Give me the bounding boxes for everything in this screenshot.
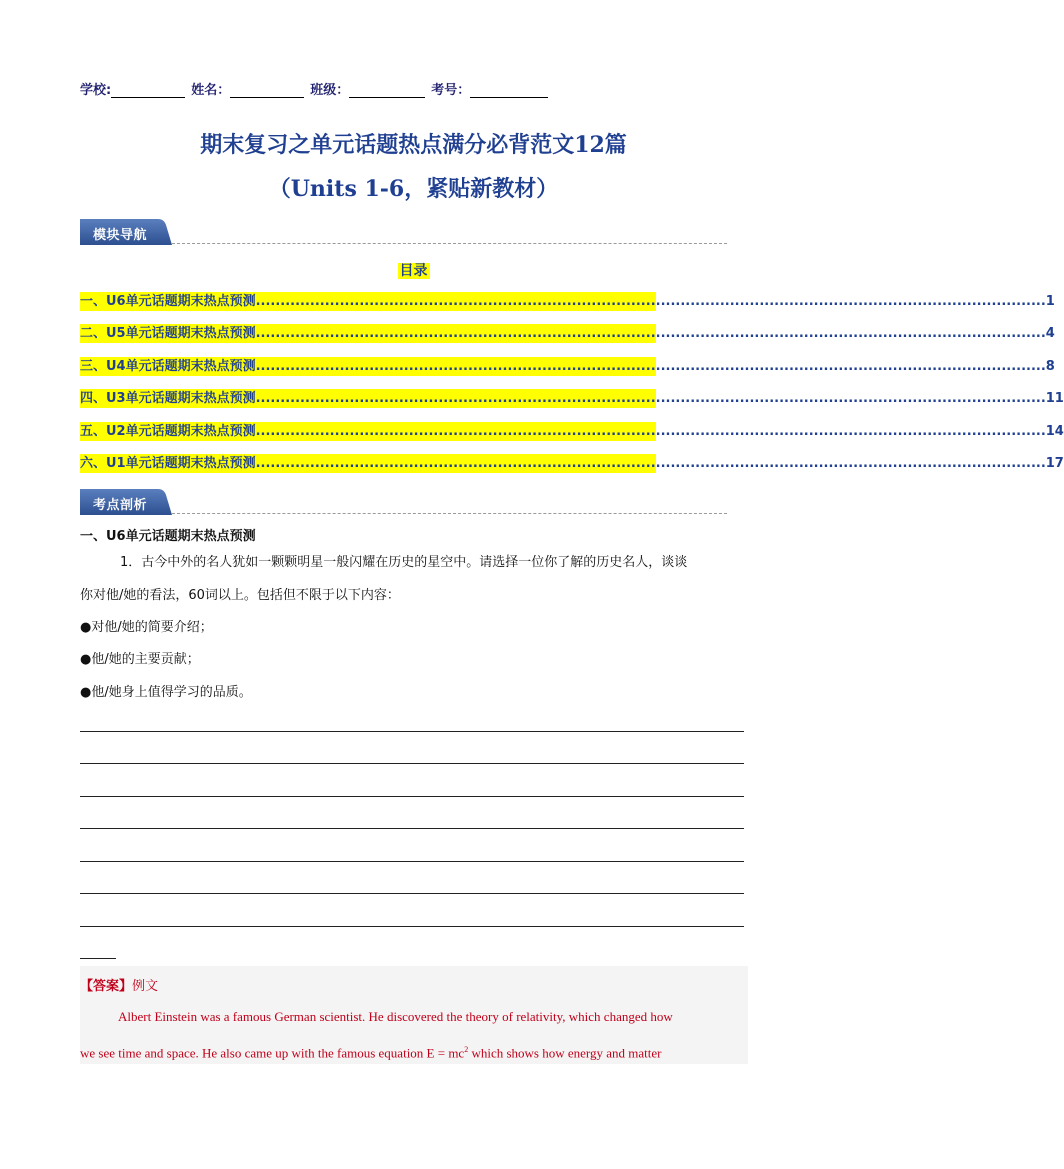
writing-line[interactable] xyxy=(80,731,744,732)
toc-item[interactable]: 五、U2单元话题期末热点预测 ................................................................................................................................................................ 14 xyxy=(80,424,1064,439)
toc-item[interactable]: 二、U5单元话题期末热点预测 ................................................................................................................................................................ 4 xyxy=(80,326,1055,341)
name-label: 姓名： xyxy=(191,83,231,98)
bullet-item: ●对他/她的简要介绍； xyxy=(80,620,213,635)
writing-line-short[interactable] xyxy=(80,958,116,959)
answer-text: we see time and space. He also came up with the famous equation $E = mc^2$ which shows how energy and matter xyxy=(80,1045,662,1061)
school-label: 学校: xyxy=(80,83,112,98)
toc-item[interactable]: 六、U1单元话题期末热点预测 ................................................................................................................................................................ 17 xyxy=(80,456,1064,471)
answer-text: Albert Einstein was a famous German scientist. He discovered the theory of relativity, which changed how xyxy=(118,1009,673,1024)
name-blank[interactable] xyxy=(230,83,304,98)
section-title: 一、U6单元话题期末热点预测 xyxy=(80,529,256,544)
writing-line[interactable] xyxy=(80,828,744,829)
exam-no-label: 考号： xyxy=(431,83,471,98)
question-text: 你对他/她的看法，60词以上。包括但不限于以下内容： xyxy=(80,588,400,603)
exam-no-blank[interactable] xyxy=(470,83,548,98)
writing-line[interactable] xyxy=(80,796,744,797)
writing-line[interactable] xyxy=(80,893,744,894)
bullet-item: ●他/她身上值得学习的品质。 xyxy=(80,685,252,700)
toc-item[interactable]: 三、U4单元话题期末热点预测 ................................................................................................................................................................ 8 xyxy=(80,359,1055,374)
toc-item[interactable]: 一、U6单元话题期末热点预测 ................................................................................................................................................................ 1 xyxy=(80,294,1055,309)
class-label: 班级： xyxy=(310,83,350,98)
bullet-item: ●他/她的主要贡献； xyxy=(80,652,200,667)
writing-line[interactable] xyxy=(80,861,744,862)
answer-label: 【答案】例文 xyxy=(80,979,159,994)
analysis-label: 考点剖析 xyxy=(93,498,148,513)
school-blank[interactable] xyxy=(111,83,185,98)
module-nav-label: 模块导航 xyxy=(93,228,148,243)
toc-heading: 目录 xyxy=(399,263,428,279)
question-text: 1．古今中外的名人犹如一颗颗明星一般闪耀在历史的星空中。请选择一位你了解的历史名人，谈谈 xyxy=(120,555,688,570)
toc-item[interactable]: 四、U3单元话题期末热点预测 ................................................................................................................................................................ 11 xyxy=(80,391,1064,406)
page-subtitle: （Units 1-6，紧贴新教材） xyxy=(268,176,559,202)
page-title: 期末复习之单元话题热点满分必背范文12篇 xyxy=(200,132,627,158)
student-info-line xyxy=(80,79,554,98)
module-nav-tab xyxy=(80,219,172,245)
divider xyxy=(172,513,727,514)
class-blank[interactable] xyxy=(349,83,425,98)
analysis-tab xyxy=(80,489,172,515)
writing-line[interactable] xyxy=(80,926,744,927)
writing-line[interactable] xyxy=(80,763,744,764)
divider xyxy=(172,243,727,244)
